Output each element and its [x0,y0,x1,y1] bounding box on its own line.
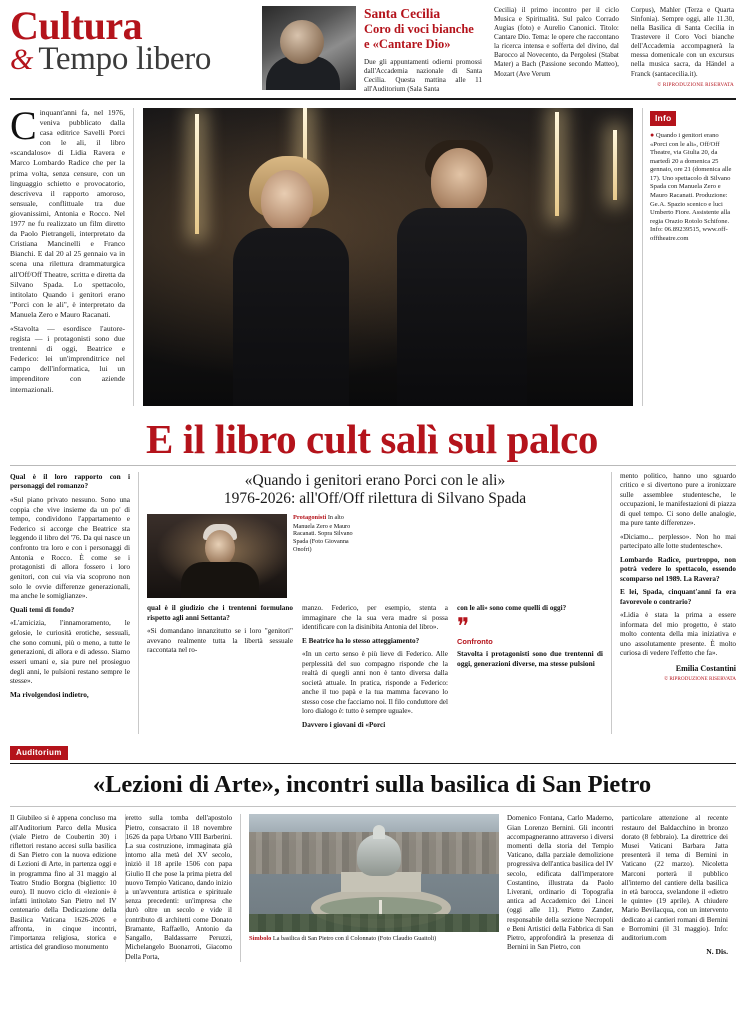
section2-sigla: N. Dis. [706,947,728,957]
logo-cultura: Cultura [10,3,143,48]
section-tag-row [0,742,744,760]
section-tag-divider [10,763,736,764]
masthead-column-3 [625,4,736,88]
article-deck [147,472,603,508]
interview-answer-1: «Sul piano privato nessuno. Sono una coppia che vive insieme da un po' di tempo, condividono l'appartamento e Federico si accorge che Beatrice sta leggendo il libro del '76. Da qui nasce un confronto tra loro e con i personaggi di Antonia e Rocco. È come se i protagonisti di allora fossero i loro genitori, con cui via via scoprono non solo le ovvie differenze generazionali, ma anche le somiglianze». [10,494,130,601]
page-title: E il libro cult salì sul palco [146,416,598,462]
interview-column-1 [10,472,139,735]
section2-caption-text: La basilica di San Pietro con il Colonnato (Foto Claudio Guaitoli) [272,935,437,943]
interview-text-3-3: Lombardo Radice, purtroppo, non potrà vedere lo spettacolo, essendo scomparso nel 1989. La Ravera? [620,555,736,583]
deck-line-1: «Quando i genitori erano Porci con le ali» [244,471,506,489]
masthead-column-2: Cecilia) il primo incontro per il ciclo Musica e Spiritualità. Sul palco Corrado Augias (foto) e Aurelio Canonici. Titolo: Cantare Dio. Tema: le opere che raccontano la ricerca intensa e sofferta del divino, dal Barocco al Novecento, da Pergolesi (Stabat Mater) a Bach (Passione secondo Matteo), Mozart (Ave Verum [494,6,619,78]
interview-subcolumn-c [457,604,603,734]
interview-subcolumn-a [147,604,293,734]
pull-quote-label: Confronto [457,637,493,647]
interview-answer-4: «Si domandano innanzitutto se i loro "genitori" avevano realmente tutta la libertà sessuale raccontata nel ro- [147,627,293,655]
interview-question-7: E lei, Spada, cinquant'anni fa era favorevole o contrario? [620,588,736,606]
interview-column-3 [611,472,736,735]
bullet-icon: ● [650,131,655,139]
interview-subcolumn-b [302,604,448,734]
interview-photo-row [147,514,603,598]
section2-column-2: eretto sulla tomba dell'apostolo Pietro, consacrato il 18 novembre 1626 da papa Urbano VIII Barberini. La sua costruzione, immaginata già intorno alla metà del XV secolo, iniziò il 18 aprile 1506 con papa Giulio II che pose la prima pietra del nuovo Tempio Vaticano, dando inizio a un'avventura artistica e spirituale senza precedenti: un'impresa che durò oltre un secolo e vide il contributo di architetti come Donato Bramante, Raffaello, Antonio da Sangallo, Baldassarre Peruzzi, Michelangelo Buonarroti, Giacomo Della Porta, [126,814,242,962]
masthead-credit: © RIPRODUZIONE RISERVATA [657,81,734,88]
interview-text-b1: manzo. Federico, per esempio, stenta a immaginare che la sua vera madre si possa identificare con la disinibita Antonia del libro». [302,604,448,632]
drop-cap: C [10,103,37,148]
interview-question-2: Quali temi di fondo? [10,604,75,614]
hero-stage-photo [143,108,633,406]
interview-photo-caption [287,514,355,598]
deck-line-2: 1976-2026: all'Off/Off rilettura di Silvano Spada [223,489,527,507]
section2-photo-caption [249,935,499,943]
santa-cecilia-body: Due gli appuntamenti odierni promossi dall'Accademia nazionale di Santa Cecilia. Questa mattina alle 11 all'Auditorium (Sala Santa [364,57,482,94]
section-headline: «Lezioni di Arte», incontri sulla basilica di San Pietro [92,771,652,799]
quote-mark-icon: ❞ [457,613,470,639]
interview-answer-5: «In un certo senso è più lieve di Federico. Alle perplessità del suo compagno risponde che la realtà di quegli anni non è tanto diversa dalla società attuale. In pratica, risponde a Federico: anche il tuo papà e la tua mamma facevano lo stesso cose che facciamo noi. Il filo conduttore del loro dialogo è: tutto è sempre uguale». [302,650,448,716]
photo-caption-label: Protagonisti [293,514,327,522]
pull-quote-text: Stavolta i protagonisti sono due trentenni di oggi, generazioni diverse, ma stesse pulsioni [457,649,603,668]
info-box-body-text: Quando i genitori erano «Porci con le ali», Off/Off Theatre, via Giulia 20, da martedì 20 a domenica 25 gennaio, ore 21 (domenica alle 17). Uno spettacolo di Silvano Spada con Manuela Zero e Mauro Racanati. Produzione: Ge.A. Spazio scenico e luci Umberto Fiore. Assistente alla regia Orazio Rotolo Schifone. Info: 06.89239515, www.off-offtheatre.com [650,132,732,242]
interview-block [0,466,744,735]
interview-question-3: Ma rivolgendosi indietro, [10,689,89,699]
section2-column-1: Il Giubileo si è appena concluso ma all'Auditorium Parco della Musica (viale Pietro de Coubertin 30) i riflettori restano accesi sulla basilica di San Pietro con la nuova edizione di Lezioni di Arte, in partenza oggi e in programma fino al 31 maggio al Teatro Studio Borgna (biglietto: 10 euro). Il nuovo ciclo di «lezioni» è infatti intitolato San Pietro nel IV centenario della Dedicazione della Basilica Vaticana 1626-2026 e affronta, in cinque incontri, l'importanza religiosa, storica e artistica del grandioso monumento [10,814,126,962]
section-tag-auditorium: Auditorium [10,746,68,760]
section2-photo-column [241,814,507,962]
main-paragraph-1 [10,103,125,320]
san-pietro-aerial-photo [249,814,499,932]
section2-body [0,807,744,962]
interview-center [139,472,611,735]
santa-cecilia-title: Santa Cecilia [364,6,441,21]
santa-cecilia-subtitle-2: e «Cantare Dio» [364,37,451,52]
silvano-spada-photo [147,514,287,598]
masthead [0,0,744,96]
masthead-column-3-text: Corpus), Mahler (Terza e Quarta Sinfonia). Sempre oggi, alle 11.30, nella Basilica di Santa Cecilia in Trastevere il Coro Voci bianche dell'Accademia accompagnerà la messa domenicale con un excursus nella musica sacra, da Händel a Franck (santacecilia.it). [630,6,734,78]
main-left-column [10,103,134,406]
section2-column-3: Domenico Fontana, Carlo Maderno, Gian Lorenzo Bernini. Gli incontri accompagneranno attraverso i diversi momenti della storia del Tempio Vaticano, dalla parziale demolizione progressiva dell'antica basilica del IV secolo, edificata dall'imperatore Costantino, illustrata da Paolo Liverani, ordinario di Topografia antica ad Accademico dei Lincei (oggi alle 11). Pietro Zander, responsabile della sezione Necropoli e Beni Artistici della Fabbrica di San Pietro, approfondirà la presenza di Bernini in San Pietro, con [507,814,614,952]
interview-question-5: E Beatrice ha lo stesso atteggiamento? [302,636,420,645]
photo-caption-text: In alto Manuela Zero e Mauro Racanati. Sopra Silvano Spada (Foto Giovanna Onofri) [293,514,353,554]
santa-cecilia-brief [356,4,488,94]
main-paragraph-1-text: inquant'anni fa, nel 1976, veniva pubblicato dalla casa editrice Savelli Porci con le ali, il libro «scandaloso» di Lidia Ravera e Marco Lombardo Radice che per la prima volta, senza censure, con un linguaggio schietto e provocatorio, descriveva il rapporto amoroso, sensuale, conflittuale tra due giovanissimi, Antonia e Rocco. Nel 1977 ne fu realizzato un film diretto da Paolo Pietrangeli, interpretato da Cristiana Mancinelli e Franco Bianchi. E dal 20 al 25 gennaio va in scena una rilettura drammaturgica all'Off/Off Theatre, scritta e diretta da Silvano Spada. Lo spettacolo, intitolato Quando i genitori erano "Porci con le ali", è interpretato da Manuela Zero e Mauro Racanati. [10,108,125,319]
main-article-top [0,100,744,406]
santa-cecilia-subtitle-1: Coro di voci bianche [364,22,474,37]
interview-answer-2: «L'amicizia, l'innamoramento, le gelosie, le curiosità erotiche, sessuali, che sono comuni, più o meno, a tutte le generazioni, di allora e di adesso. Siamo esseri umani e, sia pure nel prosieguo degli anni, le pulsioni restano sempre le stesse». [10,618,130,686]
interview-question-1: Qual è il loro rapporto con i personaggi del romanzo? [10,471,130,491]
main-paragraph-2: «Stavolta — esordisce l'autore-regista — i protagonisti sono due trentenni di oggi, Beatrice e Federico: lei un'imprenditrice nel campo dell'informatica, lui un imprenditore con aziende internazionali. [10,323,125,394]
byline: Emilia Costantini [675,663,736,673]
masthead-portrait-photo [262,6,356,90]
interview-subcolumns [147,604,603,734]
info-box-label: Info [650,111,676,126]
interview-question-4: qual è il giudizio che i trentenni formulano rispetto agli anni Settanta? [147,604,293,622]
interview-answer-7: «Lidia è stata la prima a essere informata del mio progetto, è stato molto contenta della mia iniziativa e uno assolutamente presente. È molto curiosa di vedere l'effetto che fa». [620,611,736,658]
logo-tempo-libero: Tempo libero [38,41,212,78]
interview-text-c1: con le ali» sono come quelli di oggi? [457,604,567,613]
logo-ampersand-icon: & [10,43,34,77]
section2-caption-label: Simbolo [249,935,272,943]
interview-question-6: Davvero i giovani di «Porci [302,720,386,729]
interview-text-3-2: «Diciamo... perplesso». Non ho mai partecipato alle lotte studentesche». [620,532,736,551]
info-box-text [650,131,736,243]
section2-column-4-text: particolare attenzione al recente restauro del Baldacchino in bronzo dorato (8 febbraio). La direttrice dei Musei Vaticani Barbara Jatta presenterà il tema di Bernini in Vaticano (22 marzo). Nicoletta Marconi porterà il pubblico all'interno del cantiere della basilica in età barocca, svelandone il «dietro le quinte» (19 aprile). A chiudere Mario Bevilacqua, con un intervento dedicato ai cantieri romani di Bernini e Borromini (il 31 maggio). Info: auditorium.com [621,814,728,943]
section2-column-4 [622,814,737,962]
section-logo [10,4,256,76]
byline-credit: © RIPRODUZIONE RISERVATA [664,676,736,683]
interview-text-3-1: mento politico, hanno uno sguardo critico e si divertono pure a ironizzare sulle assemblee studentesche, le occupazioni, le manifestazioni di piazza di quel tempo. Ci sono delle analogie, ma pure tante differenze». [620,471,736,528]
info-box [642,108,736,406]
